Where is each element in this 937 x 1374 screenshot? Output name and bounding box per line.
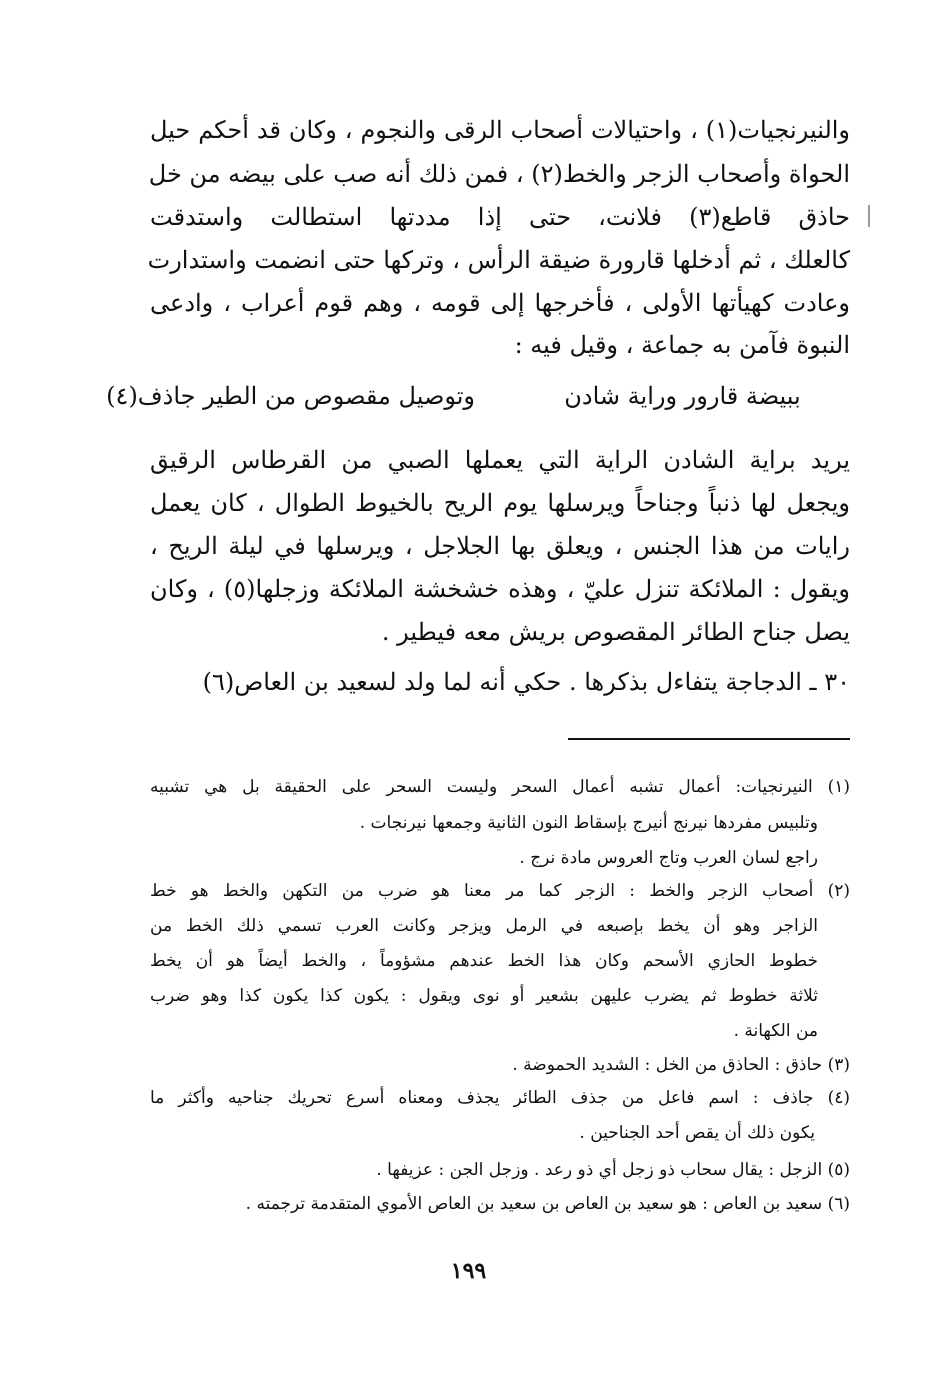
body-line-1: والنيرنجيات(١) ، واحتيالات أصحاب الرقى والنجوم ، وكان قد أحكم حيل (150, 116, 851, 144)
margin-mark (868, 205, 870, 227)
body-line-3: حاذق قاطع(٣) فلانت، حتى إذا مددتها استطالت واستدقت (150, 203, 851, 231)
footnote-2-line-4: ثلاثة خطوط ثم يضرب عليهن بشعير أو نوى ويقول : يكون كذا يكون كذا وهو ضرب (150, 986, 818, 1006)
body-line-9: رايات من هذا الجنس ، ويعلق بها الجلاجل ، ويرسلها في ليلة الريح ، (150, 532, 850, 560)
footnote-2-line-5: من الكهانة . (733, 1021, 818, 1041)
footnote-2-line-1: (٢) أصحاب الزجر والخط : الزجر كما مر معنا هو ضرب من التكهن والخط هو خط (150, 881, 850, 901)
body-line-4: كالعلك ، ثم أدخلها قارورة ضيقة الرأس ، وتركها حتى انضمت واستدارت (147, 246, 850, 274)
body-line-10: ويقول : الملائكة تنزل عليّ ، وهذه خشخشة الملائكة وزجلها(٥) ، وكان (150, 575, 850, 603)
body-line-7: يريد براية الشادن الراية التي يعملها الصبي من القرطاس الرقيق (150, 446, 850, 474)
footnote-6: (٦) سعيد بن العاص : هو سعيد بن العاص بن سعيد بن العاص الأموي المتقدمة ترجمته . (245, 1194, 850, 1214)
footnote-4-line-2: يكون ذلك أن يقص أحد الجناحين . (579, 1123, 815, 1143)
body-line-2: الحواة وأصحاب الزجر والخط(٢) ، فمن ذلك أنه صب على بيضه من خل (148, 160, 850, 188)
footnote-1-line-3: راجع لسان العرب وتاج العروس مادة نرج . (519, 848, 818, 868)
verse-hemistich-2: وتوصيل مقصوص من الطير جاذف(٤) (106, 382, 475, 410)
footnote-4-line-1: (٤) جاذف : اسم فاعل من جذف الطائر يجذف ومعناه أسرع تحريك جناحيه وأكثر ما (150, 1088, 850, 1108)
footnote-2-line-3: خطوط الحازي الأسحم وكان هذا الخط عندهم مشؤوماً ، والخط أيضاً هو أن يخط (150, 951, 818, 971)
poem-verse (106, 376, 850, 416)
footnote-2-line-2: الزاجر وهو أن يخط بإصبعه في الرمل ويزجر وكانت العرب تسمي ذلك الخط من (150, 916, 818, 936)
body-line-11: يصل جناح الطائر المقصوص بريش معه فيطير . (381, 618, 850, 646)
footnote-1-line-2: وتلبيس مفردها نيرنج أنيرج بإسقاط النون الثانية وجمعها نيرنجات . (359, 813, 818, 833)
footnote-divider (568, 738, 850, 740)
body-line-5: وعادت كهيأتها الأولى ، فأخرجها إلى قومه ، وهم قوم أعراب ، وادعى (150, 289, 850, 317)
entry-30-heading: ٣٠ ـ الدجاجة يتفاءل بذكرها . حكي أنه لما ولد لسعيد بن العاص(٦) (202, 668, 850, 696)
footnote-3: (٣) حاذق : الحاذق من الخل : الشديد الحموضة . (512, 1055, 850, 1075)
footnote-5: (٥) الزجل : يقال سحاب ذو زجل أي ذو رعد . وزجل الجن : عزيفها . (376, 1160, 850, 1180)
page-number: ١٩٩ (450, 1258, 487, 1284)
verse-hemistich-1: ببيضة قارور وراية شادن (564, 382, 801, 410)
body-line-6: النبوة فآمن به جماعة ، وقيل فيه : (514, 331, 850, 359)
footnote-1-line-1: (١) النيرنجيات: أعمال تشبه أعمال السحر وليست السحر على الحقيقة بل هي تشبيه (150, 777, 850, 797)
body-line-8: ويجعل لها ذنباً وجناحاً ويرسلها يوم الريح بالخيوط الطوال ، كان يعمل (150, 489, 850, 517)
